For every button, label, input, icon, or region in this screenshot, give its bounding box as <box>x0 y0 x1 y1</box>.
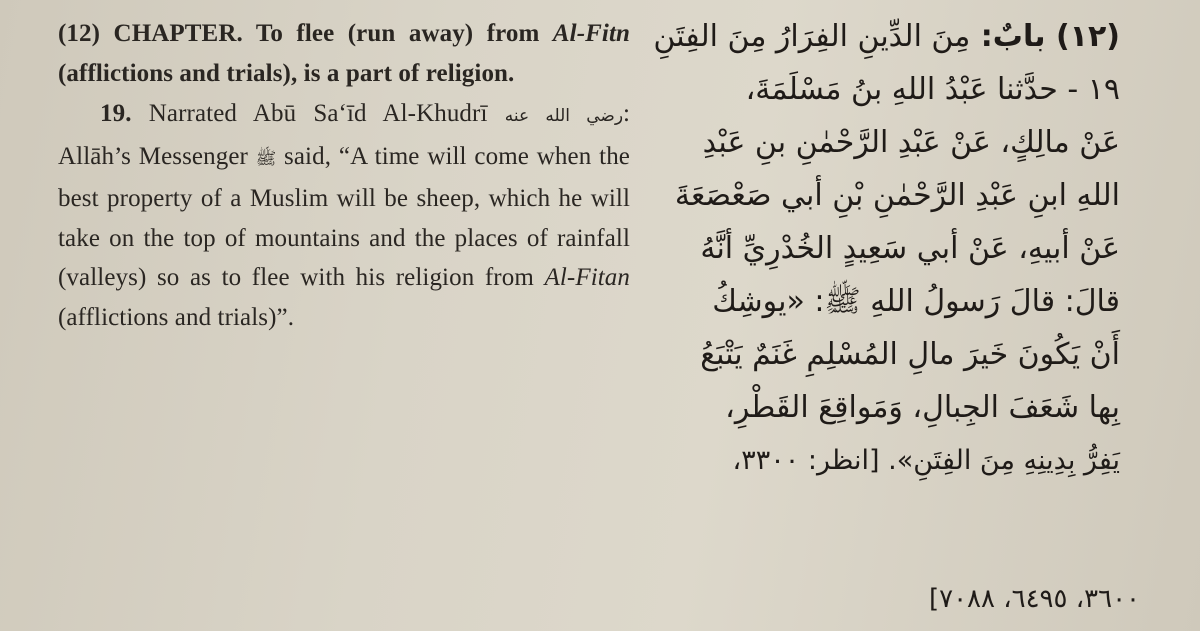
hadith-term: Al-Fitan <box>544 264 630 291</box>
arabic-heading <box>650 10 1120 63</box>
arabic-column <box>650 10 1120 487</box>
arabic-line: ١٩ - حدَّثنا عَبْدُ اللهِ بنُ مَسْلَمَةَ، <box>745 72 1120 107</box>
chapter-term: Al-Fitn <box>552 20 631 47</box>
honorific-salawat: ﷺ <box>255 148 277 169</box>
arabic-line: قالَ: قالَ رَسولُ اللهِ ﷺ: «يوشِكُ <box>712 284 1120 319</box>
chapter-heading <box>58 14 630 93</box>
chapter-text-after: (afflictions and trials), is a part of religion. <box>58 59 515 87</box>
arabic-heading-text: مِنَ الدِّينِ الفِرَارُ مِنَ الفِتَنِ <box>653 19 971 54</box>
arabic-heading-label: بابٌ: <box>980 19 1046 54</box>
english-column <box>58 14 630 337</box>
bleed-through-text <box>70 0 270 10</box>
arabic-line: يَفِرُّ بِدِينِهِ مِنَ الفِتَنِ». [انظر: ٣٣٠٠، <box>732 445 1120 476</box>
arabic-line: اللهِ ابنِ عَبْدِ الرَّحْمٰنِ بْنِ أبي صَعْصَعَةَ <box>674 178 1120 213</box>
arabic-line: عَنْ مالِكٍ، عَنْ عَبْدِ الرَّحْمٰنِ بنِ عَبْدِ <box>702 125 1120 160</box>
chapter-label: CHAPTER. <box>113 20 243 47</box>
arabic-line: بِها شَعَفَ الجِبالِ، وَمَواقِعَ القَطْرِ، <box>725 390 1120 425</box>
chapter-text-before: To flee (run away) from <box>255 20 540 47</box>
hadith-text-1: : Allāh’s Messenger <box>58 100 630 170</box>
hadith-narrator: Narrated Abū Sa‘īd Al-Khudrī <box>148 100 488 127</box>
hadith-paragraph <box>58 94 630 337</box>
arabic-line: أَنْ يَكُونَ خَيرَ مالِ المُسْلِمِ غَنَمٌ يَتْبَعُ <box>700 337 1120 372</box>
hadith-number: 19. <box>100 100 132 127</box>
hadith-text-3: (afflictions and trials)”. <box>58 303 295 331</box>
arabic-line: عَنْ أبيهِ، عَنْ أبي سَعِيدٍ الخُدْرِيِّ أنَّهُ <box>700 231 1120 266</box>
honorific-radiallahu: رضي الله عنه <box>504 106 624 126</box>
arabic-citation: ٣٦٠٠، ٦٤٩٥، ٧٠٨٨] <box>928 584 1140 614</box>
chapter-number: (12) <box>58 20 101 47</box>
hadith-text-2: said, “A time will come when the best property of a Muslim will be sheep, which he will take on the top of mountains and the places of rainfall (valleys) so as to flee with his religion from <box>58 142 630 291</box>
arabic-heading-number: (١٢) <box>1055 19 1120 54</box>
